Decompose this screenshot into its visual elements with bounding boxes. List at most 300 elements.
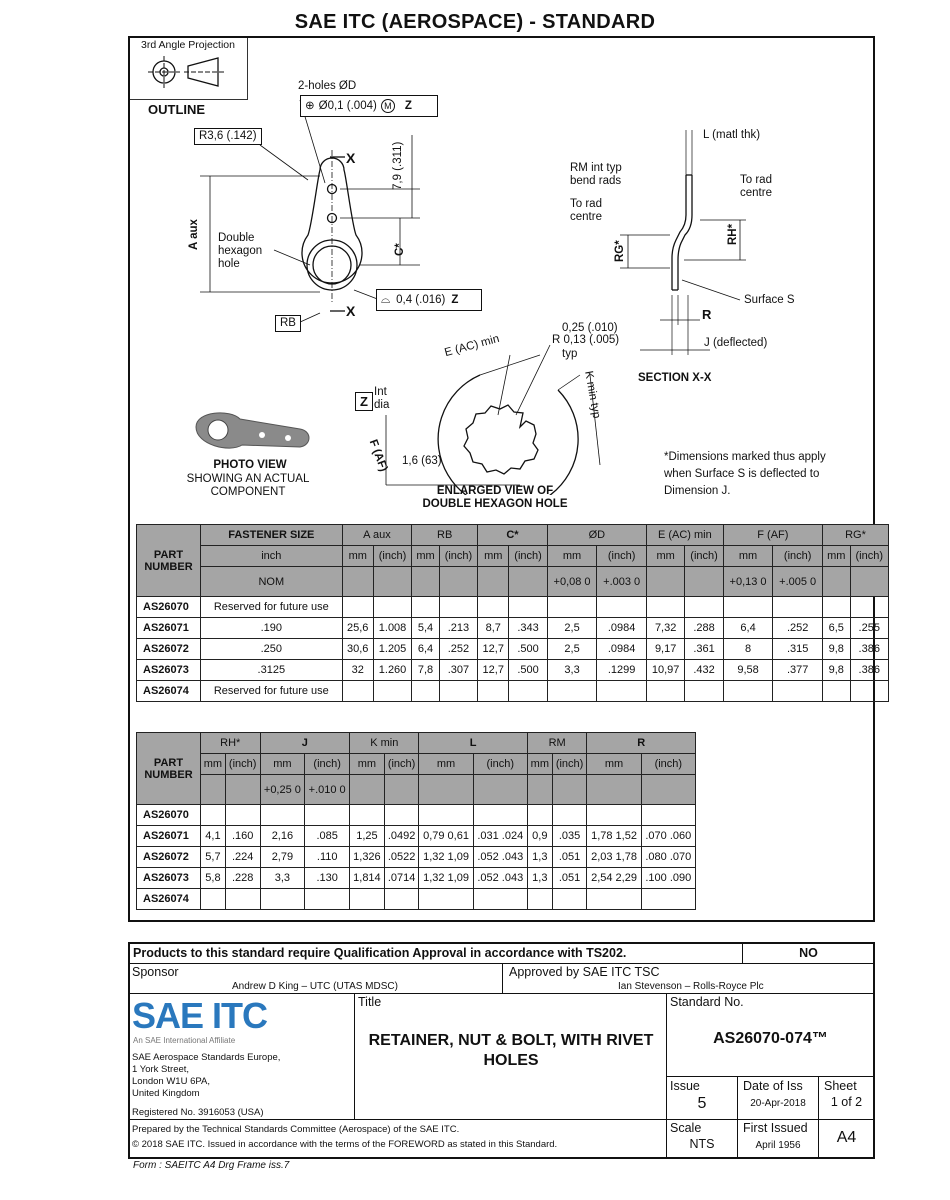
addr-line-1: 1 York Street, [132, 1064, 190, 1075]
t1-unit: (inch) [439, 546, 477, 567]
table-cell: 8,7 [478, 618, 509, 639]
table-cell: 0,9 [527, 826, 552, 847]
table-cell [260, 805, 305, 826]
table-cell [587, 805, 641, 826]
enlarged-view-caption: ENLARGED VIEW OF DOUBLE HEXAGON HOLE [422, 485, 568, 510]
table-cell: .500 [509, 660, 547, 681]
t2-tol [419, 775, 473, 805]
t1-unit: mm [646, 546, 684, 567]
t1-tol [685, 567, 723, 597]
t2-header-j: J [260, 733, 350, 754]
photo-view-sub: SHOWING AN ACTUAL COMPONENT [186, 473, 310, 498]
part-number-cell: AS26071 [137, 618, 201, 639]
table-cell: 3,3 [547, 660, 597, 681]
position-tolerance-icon: ⊕ [305, 99, 315, 112]
section-x-top: X [346, 150, 356, 166]
table-cell: .228 [225, 868, 260, 889]
t1-tol: +0,13 0 [723, 567, 773, 597]
part-number-cell: AS26073 [137, 660, 201, 681]
table-cell [373, 681, 411, 702]
part-number-cell: AS26072 [137, 639, 201, 660]
table-cell: 9,8 [822, 639, 850, 660]
part-number-cell: AS26070 [137, 597, 201, 618]
table-cell [305, 889, 350, 910]
table-cell [260, 889, 305, 910]
t1-tol [373, 567, 411, 597]
copyright: © 2018 SAE ITC. Issued in accordance with the terms of the FOREWORD as stated in this Standard. [132, 1139, 558, 1150]
table-cell [822, 597, 850, 618]
table-cell [850, 681, 889, 702]
t1-header-f: F (AF) [723, 525, 822, 546]
enlarged-hex-drawing [350, 332, 620, 495]
table-cell: 1,25 [350, 826, 385, 847]
table-cell: .130 [305, 868, 350, 889]
table-cell: 9,17 [646, 639, 684, 660]
table-cell [225, 805, 260, 826]
sheet-number: 1 of 2 [830, 1095, 863, 1109]
l-matl-thk: L (matl thk) [703, 129, 761, 141]
title-label: Title [358, 995, 382, 1009]
t2-unit: (inch) [641, 754, 695, 775]
table-cell [641, 805, 695, 826]
page-title: SAE ITC (AEROSPACE) - STANDARD [294, 11, 656, 33]
table-row [137, 805, 696, 826]
t2-header-rh: RH* [201, 733, 261, 754]
sae-itc-logo: SAE ITC [132, 995, 268, 1036]
rg-dim: RG* [614, 240, 626, 262]
t2-tol [225, 775, 260, 805]
outline-label: OUTLINE [148, 102, 206, 117]
table-row [137, 618, 889, 639]
table-cell [473, 889, 527, 910]
table-cell: 4,1 [201, 826, 226, 847]
table-cell: .035 [552, 826, 587, 847]
radius-small: 0,25 (.010) [562, 322, 618, 334]
issue-label: Issue [670, 1079, 700, 1093]
t1-unit: mm [412, 546, 440, 567]
table-cell [552, 889, 587, 910]
t1-header-e: E (AC) min [646, 525, 723, 546]
table-cell: 2,03 1,78 [587, 847, 641, 868]
table-cell: 0,79 0,61 [419, 826, 473, 847]
table-cell: .255 [850, 618, 889, 639]
table-cell: 1,32 1,09 [419, 847, 473, 868]
table-cell [201, 805, 226, 826]
table-cell [201, 889, 226, 910]
t1-header-part: PART NUMBER [137, 525, 201, 597]
to-rad-centre-right: To rad centre [740, 174, 772, 199]
t1-unit: (inch) [509, 546, 547, 567]
table-row [137, 660, 889, 681]
table-cell: 5,7 [201, 847, 226, 868]
table-cell: .213 [439, 618, 477, 639]
profile-tolerance: 0,4 (.016) [396, 293, 446, 306]
section-xx-title: SECTION X-X [638, 372, 712, 384]
dim-79: 7,9 (.311) [392, 141, 404, 190]
table-cell: 7,32 [646, 618, 684, 639]
t2-header-r: R [587, 733, 696, 754]
t1-tol: +.003 0 [597, 567, 647, 597]
table-row [137, 597, 889, 618]
table-row [137, 639, 889, 660]
table-cell: 1,78 1,52 [587, 826, 641, 847]
table-cell: 2,5 [547, 618, 597, 639]
registration-no: Registered No. 3916053 (USA) [132, 1107, 264, 1118]
table-cell: 12,7 [478, 639, 509, 660]
k-min-dim: K min typ [582, 370, 603, 420]
t1-unit: (inch) [373, 546, 411, 567]
table-cell: .0522 [384, 847, 419, 868]
table-cell: .0984 [597, 639, 647, 660]
table-cell: .252 [773, 618, 823, 639]
t2-tol [587, 775, 641, 805]
photo-component-image [190, 405, 320, 455]
table-cell: .432 [685, 660, 723, 681]
table-cell: .252 [439, 639, 477, 660]
two-holes-label: 2-holes ØD [298, 80, 357, 92]
table-cell: 32 [342, 660, 373, 681]
affiliate-label: An SAE International Affiliate [133, 1036, 236, 1045]
t2-unit: (inch) [552, 754, 587, 775]
table-cell: 9,58 [723, 660, 773, 681]
table-cell: .224 [225, 847, 260, 868]
first-issued-date: April 1956 [755, 1140, 801, 1151]
table-cell [587, 889, 641, 910]
table-cell: 25,6 [342, 618, 373, 639]
table-cell [850, 597, 889, 618]
table-cell [342, 597, 373, 618]
table-cell: .052 .043 [473, 847, 527, 868]
t1-header-fastener: FASTENER SIZE [201, 525, 343, 546]
t2-header-rm: RM [527, 733, 587, 754]
section-x-bottom: X [346, 303, 356, 319]
to-rad-centre-left: To rad centre [570, 198, 602, 223]
t2-tol [384, 775, 419, 805]
t2-header-l: L [419, 733, 527, 754]
form-reference: Form : SAEITC A4 Drg Frame iss.7 [133, 1160, 290, 1171]
e-ac-dim: E (AC) min [443, 332, 501, 360]
table-cell: 1.260 [373, 660, 411, 681]
datum-z: Z [404, 99, 412, 112]
sheet-label: Sheet [824, 1079, 857, 1093]
table-cell: .051 [552, 868, 587, 889]
radius-small-2: R 0,13 (.005) [552, 334, 620, 346]
scale-value: NTS [689, 1137, 715, 1151]
table-cell [419, 805, 473, 826]
table-cell [350, 805, 385, 826]
table-cell [646, 597, 684, 618]
qualification-note: Products to this standard require Qualification Approval in accordance with TS202. [128, 942, 743, 964]
t2-unit: (inch) [225, 754, 260, 775]
table-cell: .052 .043 [473, 868, 527, 889]
table-cell: .190 [201, 618, 343, 639]
t2-unit: mm [260, 754, 305, 775]
table-cell: .250 [201, 639, 343, 660]
t2-tol [350, 775, 385, 805]
table-cell [552, 805, 587, 826]
t2-unit: mm [350, 754, 385, 775]
t2-tol: +.010 0 [305, 775, 350, 805]
table-cell: 5,4 [412, 618, 440, 639]
table-cell: .100 .090 [641, 868, 695, 889]
table-cell: 12,7 [478, 660, 509, 681]
a-aux-dim: A aux [188, 219, 200, 250]
projection-label: 3rd Angle Projection [141, 39, 235, 51]
t1-header-rb: RB [412, 525, 478, 546]
table-cell: .051 [552, 847, 587, 868]
r-dim: R [702, 307, 712, 322]
table-cell: 1,814 [350, 868, 385, 889]
table-cell [773, 597, 823, 618]
t2-unit: (inch) [305, 754, 350, 775]
t2-tol: +0,25 0 [260, 775, 305, 805]
r36-dim: R3,6 (.142) [194, 128, 262, 145]
table-cell: 2,16 [260, 826, 305, 847]
table-cell [723, 597, 773, 618]
table-cell [473, 805, 527, 826]
part-number-cell: AS26072 [137, 847, 201, 868]
table-cell: 10,97 [646, 660, 684, 681]
t1-unit: (inch) [850, 546, 889, 567]
rm-note: RM int typ bend rads [570, 162, 622, 187]
t1-tol [412, 567, 440, 597]
part-number-cell: AS26074 [137, 681, 201, 702]
table-cell [439, 597, 477, 618]
t1-unit: (inch) [773, 546, 823, 567]
table-cell [478, 597, 509, 618]
first-issued-label: First Issued [743, 1121, 808, 1135]
table-cell [350, 889, 385, 910]
table-cell: 1,326 [350, 847, 385, 868]
t2-tol [641, 775, 695, 805]
table-cell [384, 805, 419, 826]
table-cell: .0984 [597, 618, 647, 639]
t1-unit: mm [547, 546, 597, 567]
table-cell [305, 805, 350, 826]
double-hex-label: Double hexagon hole [218, 232, 263, 270]
int-dia-label: Int dia [374, 386, 390, 411]
table-cell [439, 681, 477, 702]
paper-size: A4 [836, 1129, 857, 1146]
f-af-dim: F (AF) [366, 438, 390, 474]
t2-header-k: K min [350, 733, 419, 754]
table-cell [527, 805, 552, 826]
standard-no-label: Standard No. [670, 995, 744, 1009]
t2-tol [527, 775, 552, 805]
table-cell [509, 597, 547, 618]
issue-number: 5 [697, 1095, 707, 1112]
t2-unit: mm [527, 754, 552, 775]
t1-tol [509, 567, 547, 597]
table-cell: 30,6 [342, 639, 373, 660]
part-number-cell: AS26074 [137, 889, 201, 910]
table-cell: .031 .024 [473, 826, 527, 847]
t2-tol [552, 775, 587, 805]
c-star-dim: C* [394, 243, 406, 256]
dimension-note: *Dimensions marked thus apply when Surface S is deflected to Dimension J. [664, 451, 826, 497]
table-row [137, 681, 889, 702]
table-cell: .1299 [597, 660, 647, 681]
table-cell: .085 [305, 826, 350, 847]
t2-unit: (inch) [384, 754, 419, 775]
table-cell [597, 681, 647, 702]
table-row [137, 868, 696, 889]
addr-line-3: United Kingdom [132, 1088, 200, 1099]
table-cell [547, 597, 597, 618]
document-title: RETAINER, NUT & BOLT, WITH RIVET HOLES [368, 1032, 654, 1069]
t1-tol [439, 567, 477, 597]
issue-date: 20-Apr-2018 [750, 1098, 806, 1109]
table-cell: .080 .070 [641, 847, 695, 868]
table-cell: 8 [723, 639, 773, 660]
table-cell: .343 [509, 618, 547, 639]
sponsor-name: Andrew D King – UTC (UTAS MDSC) [232, 981, 398, 992]
table-cell [478, 681, 509, 702]
mmc-modifier: M [381, 99, 395, 113]
t1-unit: (inch) [685, 546, 723, 567]
table-cell: Reserved for future use [201, 681, 343, 702]
table-cell [384, 889, 419, 910]
table-cell: .386 [850, 660, 889, 681]
t1-tol [342, 567, 373, 597]
radius-16: 1,6 (63) [402, 455, 442, 467]
part-number-cell: AS26070 [137, 805, 201, 826]
table-cell: .288 [685, 618, 723, 639]
table-cell [509, 681, 547, 702]
table-cell [342, 681, 373, 702]
surface-s-label: Surface S [744, 294, 795, 306]
t1-header-d: ØD [547, 525, 646, 546]
table-cell [527, 889, 552, 910]
table-cell: .307 [439, 660, 477, 681]
table-cell: .386 [850, 639, 889, 660]
table-cell: 2,5 [547, 639, 597, 660]
table-cell: 1.008 [373, 618, 411, 639]
t2-tol [201, 775, 226, 805]
table-cell: Reserved for future use [201, 597, 343, 618]
table-cell: 7,8 [412, 660, 440, 681]
table-cell [412, 681, 440, 702]
table-row [137, 889, 696, 910]
table-cell [685, 681, 723, 702]
table-cell [641, 889, 695, 910]
table-cell: 2,54 2,29 [587, 868, 641, 889]
table-cell: .361 [685, 639, 723, 660]
t2-header-part: PART NUMBER [137, 733, 201, 805]
table-cell: .160 [225, 826, 260, 847]
table-cell: 6,4 [412, 639, 440, 660]
table-cell: .500 [509, 639, 547, 660]
t1-unit: mm [723, 546, 773, 567]
table-cell [225, 889, 260, 910]
t2-unit: mm [419, 754, 473, 775]
table-cell: 1.205 [373, 639, 411, 660]
table-cell: .110 [305, 847, 350, 868]
table-cell [646, 681, 684, 702]
table-cell: .0714 [384, 868, 419, 889]
t2-unit: mm [201, 754, 226, 775]
table-cell: 9,8 [822, 660, 850, 681]
t1-unit: mm [822, 546, 850, 567]
table-cell [597, 597, 647, 618]
table-cell: .315 [773, 639, 823, 660]
date-label: Date of Iss [743, 1079, 803, 1093]
approved-label: Approved by SAE ITC TSC [509, 965, 660, 979]
standard-number: AS26070-074™ [713, 1030, 828, 1047]
typ-label: typ [562, 348, 578, 360]
t1-tol: NOM [201, 567, 343, 597]
part-number-cell: AS26073 [137, 868, 201, 889]
t1-unit: inch [201, 546, 343, 567]
t1-tol [850, 567, 889, 597]
t1-tol [646, 567, 684, 597]
t2-unit: mm [587, 754, 641, 775]
table-cell [412, 597, 440, 618]
table-cell: 3,3 [260, 868, 305, 889]
position-tolerance: Ø0,1 (.004) [318, 99, 377, 112]
table-cell [419, 889, 473, 910]
table-cell [822, 681, 850, 702]
table-cell: .070 .060 [641, 826, 695, 847]
table-cell [773, 681, 823, 702]
part-number-cell: AS26071 [137, 826, 201, 847]
rh-dim: RH* [727, 223, 739, 245]
table-cell: .3125 [201, 660, 343, 681]
prepared-by: Prepared by the Technical Standards Committee (Aerospace) of the SAE ITC. [132, 1124, 460, 1135]
datum-z-box: Z [355, 392, 373, 411]
t1-unit: (inch) [597, 546, 647, 567]
t1-header-c: C* [478, 525, 548, 546]
datum-z-2: Z [451, 293, 459, 306]
rb-dim: RB [275, 315, 301, 332]
sponsor-label: Sponsor [132, 965, 179, 979]
dimension-table-1 [136, 524, 889, 702]
scale-label: Scale [670, 1121, 702, 1135]
t1-header-a: A aux [342, 525, 412, 546]
t2-unit: (inch) [473, 754, 527, 775]
t1-unit: mm [342, 546, 373, 567]
t2-tol [473, 775, 527, 805]
table-cell [723, 681, 773, 702]
table-cell [547, 681, 597, 702]
table-cell: .377 [773, 660, 823, 681]
table-row [137, 847, 696, 868]
table-cell: 2,79 [260, 847, 305, 868]
table-cell: 5,8 [201, 868, 226, 889]
table-cell [685, 597, 723, 618]
org-name: SAE Aerospace Standards Europe, [132, 1052, 281, 1063]
table-row [137, 826, 696, 847]
table-cell: 6,4 [723, 618, 773, 639]
table-cell: .0492 [384, 826, 419, 847]
dimension-table-2 [136, 732, 696, 910]
table-cell [373, 597, 411, 618]
table-cell: 1,3 [527, 847, 552, 868]
addr-line-2: London W1U 6PA, [132, 1076, 210, 1087]
j-deflected: J (deflected) [704, 337, 768, 349]
flatness-icon: ⌓ [381, 293, 391, 306]
approver-name: Ian Stevenson – Rolls-Royce Plc [618, 981, 764, 992]
table-cell: 1,3 [527, 868, 552, 889]
t1-tol [822, 567, 850, 597]
t1-header-rg: RG* [822, 525, 888, 546]
photo-view-label: PHOTO VIEW [213, 459, 287, 471]
qualification-value: NO [742, 942, 875, 964]
t1-tol [478, 567, 509, 597]
table-cell: 1,32 1,09 [419, 868, 473, 889]
t1-tol: +0,08 0 [547, 567, 597, 597]
table-cell: 6,5 [822, 618, 850, 639]
